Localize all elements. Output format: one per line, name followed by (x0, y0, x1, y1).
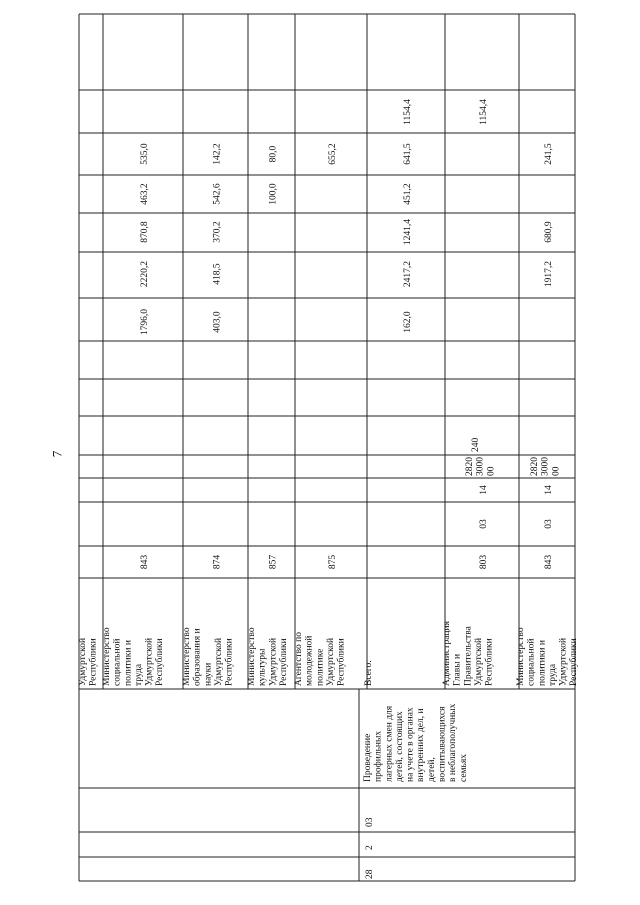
org-name-ministry-education: Министерствообразования инаукиУдмуртскойРеспублики (182, 627, 235, 686)
org-name-ministry-social-policy-1: Министерствосоциальнойполитики итрудаУдмуртскойРеспублики (102, 627, 166, 686)
vr-administration-head: 240 (471, 437, 481, 452)
value-ministry-social-policy-2-6: 241,5 (544, 143, 554, 165)
value-youth-agency-6: 655,2 (328, 143, 338, 165)
cs-administration-head: 2820300000 (465, 457, 497, 476)
grbs-youth-agency: 875 (328, 554, 338, 570)
grbs-ministry-social-policy-1: 843 (140, 554, 150, 570)
pr-ministry-social-policy-2: 14 (544, 485, 554, 495)
rz-ministry-social-policy-2: 03 (544, 519, 554, 529)
row-number: 28 (365, 869, 375, 879)
org-name-administration-head: АдминистрацияГлавы иПравительстваУдмуртскойРеспублики (442, 621, 495, 686)
row-code-2: 2 (365, 845, 375, 850)
pr-administration-head: 14 (479, 485, 489, 495)
org-name-top-continued: УдмуртскойРеспублики (78, 637, 99, 686)
grbs-ministry-social-policy-2: 843 (544, 554, 554, 570)
row-code-03: 03 (365, 817, 375, 827)
value-ministry-social-policy-1-4: 870,8 (140, 221, 150, 243)
org-name-total: Всего: (364, 660, 374, 686)
value-total-2: 162,0 (403, 311, 413, 333)
org-name-ministry-culture: МинистерствокультурыУдмуртскойРеспублики (247, 627, 289, 686)
value-ministry-education-4: 370,2 (212, 221, 223, 243)
value-ministry-social-policy-1-6: 535,0 (140, 143, 150, 165)
rz-administration-head: 03 (479, 519, 489, 529)
value-ministry-culture-5: 100,0 (268, 183, 279, 205)
value-total-6: 641,5 (403, 143, 413, 165)
org-name-youth-agency: Агентство помолодежнойполитикеУдмуртскойРеспублики (294, 632, 347, 686)
value-ministry-social-policy-1-2: 1796,0 (140, 308, 150, 336)
value-total-7: 1154,4 (403, 99, 413, 125)
value-ministry-education-5: 542,6 (212, 183, 223, 205)
grbs-ministry-culture: 857 (268, 554, 279, 570)
value-ministry-social-policy-1-5: 463,2 (140, 183, 150, 205)
org-name-ministry-social-policy-2: Министерствосоциальнойполитики итрудаУдмуртскойРеспублики (516, 627, 580, 686)
value-total-4: 1241,4 (403, 218, 413, 246)
page-number: 7 (49, 450, 65, 458)
cs-ministry-social-policy-2: 2820300000 (530, 457, 562, 476)
value-administration-head-7: 1154,4 (479, 99, 489, 125)
value-total-5: 451,2 (403, 183, 413, 205)
value-ministry-social-policy-2-4: 680,9 (544, 221, 554, 243)
grbs-ministry-education: 874 (212, 554, 223, 570)
value-ministry-education-3: 418,5 (212, 263, 223, 285)
value-ministry-education-6: 142,2 (212, 143, 223, 165)
event-title: Проведениепрофильныхлагерных смен длядетей, состоящихна учете в органахвнутренних дел, идетей,воспитывающихсяв неблагополучныхсемьях (363, 703, 469, 782)
grbs-administration-head: 803 (479, 554, 489, 570)
value-ministry-social-policy-1-3: 2220,2 (140, 260, 150, 288)
value-ministry-social-policy-2-3: 1917,2 (544, 260, 554, 288)
value-total-3: 2417,2 (403, 260, 413, 288)
value-ministry-education-2: 403,0 (212, 311, 223, 333)
value-ministry-culture-6: 80,0 (268, 145, 279, 163)
